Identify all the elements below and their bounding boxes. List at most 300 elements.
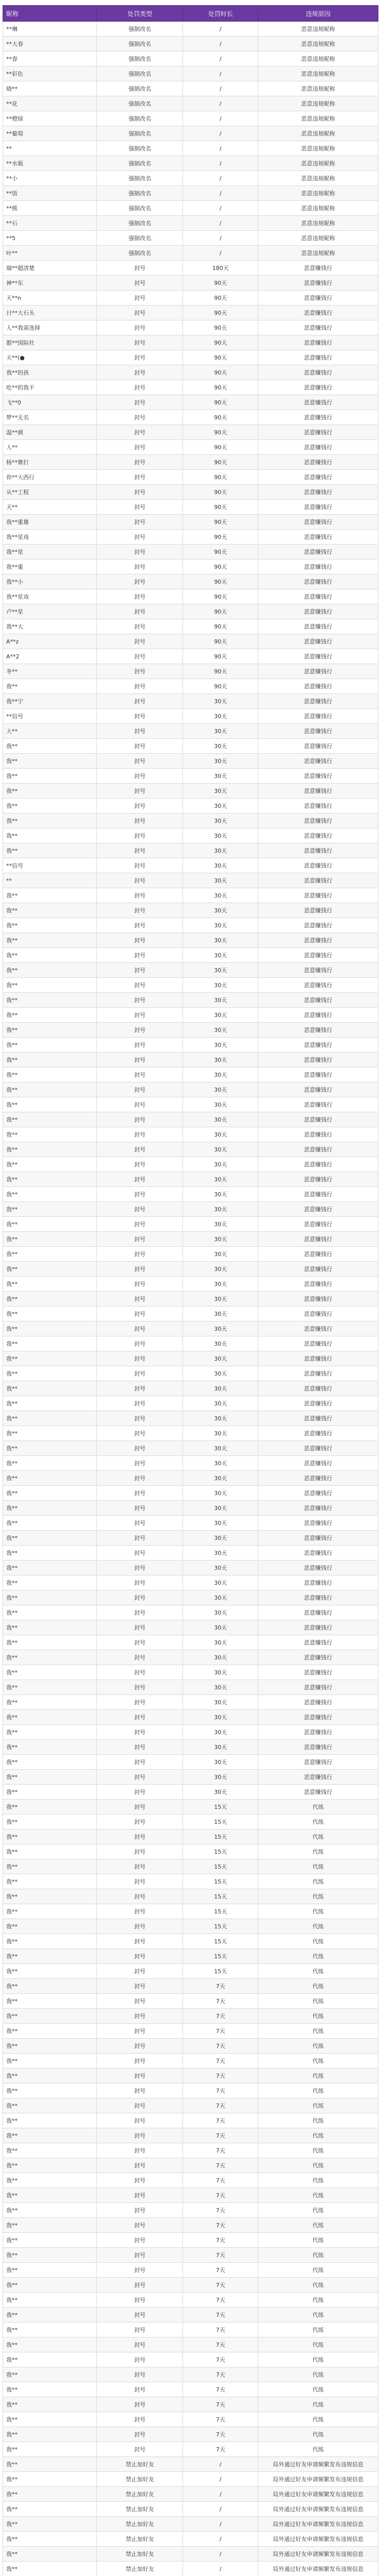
cell-violation-reason: 恶意赚钱行 <box>258 1321 378 1336</box>
cell-punishment-duration: / <box>183 2502 258 2517</box>
cell-violation-reason: 恶意赚钱行 <box>258 679 378 694</box>
cell-nickname: 天**(● <box>3 350 97 365</box>
cell-punishment-duration: 30天 <box>183 1008 258 1023</box>
cell-violation-reason: 代练 <box>258 2069 378 2083</box>
table-row <box>3 828 378 843</box>
cell-nickname: 我** <box>3 1112 97 1127</box>
cell-punishment-duration: 30天 <box>183 1590 258 1605</box>
cell-violation-reason: 恶意赚钱行 <box>258 888 378 903</box>
cell-violation-reason: 恶意赚钱行 <box>258 1710 378 1725</box>
cell-violation-reason: 恶意赚钱行 <box>258 1590 378 1605</box>
cell-nickname: 我** <box>3 1411 97 1426</box>
table-row <box>3 1471 378 1486</box>
cell-punishment-duration: 30天 <box>183 978 258 993</box>
cell-nickname: 我** <box>3 1262 97 1277</box>
cell-punishment-duration: 30天 <box>183 1441 258 1456</box>
cell-punishment-type: 封号 <box>97 1112 183 1127</box>
table-row <box>3 2293 378 2308</box>
table-row <box>3 2069 378 2083</box>
cell-violation-reason: 局外通过好友申请频繁发布违规信息 <box>258 2562 378 2576</box>
cell-violation-reason: 恶意违规昵称 <box>258 66 378 81</box>
cell-punishment-duration: 90天 <box>183 634 258 649</box>
cell-punishment-type: 封号 <box>97 1426 183 1441</box>
cell-punishment-duration: 90天 <box>183 470 258 485</box>
cell-violation-reason: 恶意违规昵称 <box>258 22 378 37</box>
cell-punishment-duration: 7天 <box>183 2337 258 2352</box>
cell-violation-reason: 恶意赚钱行 <box>258 739 378 754</box>
cell-violation-reason: 恶意赚钱行 <box>258 1605 378 1620</box>
cell-punishment-duration: 7天 <box>183 1994 258 2009</box>
cell-punishment-duration: 90天 <box>183 649 258 664</box>
cell-nickname: 我** <box>3 1217 97 1232</box>
cell-nickname: 我** <box>3 1381 97 1396</box>
cell-nickname: 我** <box>3 1755 97 1770</box>
cell-punishment-type: 强制改名 <box>97 37 183 52</box>
cell-violation-reason: 恶意赚钱行 <box>258 320 378 335</box>
table-row <box>3 1546 378 1561</box>
cell-nickname: A**z <box>3 634 97 649</box>
cell-nickname: 我** <box>3 2562 97 2576</box>
table-row <box>3 1486 378 1501</box>
cell-violation-reason: 恶意赚钱行 <box>258 440 378 455</box>
cell-violation-reason: 代练 <box>258 2024 378 2039</box>
cell-violation-reason: 代练 <box>258 2293 378 2308</box>
table-row <box>3 1038 378 1053</box>
cell-punishment-duration: 7天 <box>183 2382 258 2397</box>
cell-punishment-duration: 30天 <box>183 1381 258 1396</box>
cell-punishment-duration: 30天 <box>183 1142 258 1157</box>
cell-punishment-type: 封号 <box>97 664 183 679</box>
cell-punishment-type: 封号 <box>97 2293 183 2308</box>
cell-punishment-duration: 7天 <box>183 2188 258 2203</box>
cell-punishment-duration: 7天 <box>183 2113 258 2128</box>
cell-punishment-duration: 90天 <box>183 395 258 410</box>
cell-punishment-duration: 90天 <box>183 440 258 455</box>
cell-punishment-duration: 30天 <box>183 1650 258 1665</box>
cell-punishment-type: 封号 <box>97 1680 183 1695</box>
cell-violation-reason: 代练 <box>258 2128 378 2143</box>
table-row <box>3 679 378 694</box>
cell-punishment-duration: 30天 <box>183 1127 258 1142</box>
cell-punishment-duration: 30天 <box>183 1067 258 1082</box>
cell-nickname: 我** <box>3 1979 97 1994</box>
table-row <box>3 440 378 455</box>
cell-punishment-type: 封号 <box>97 1874 183 1889</box>
table-row <box>3 111 378 126</box>
cell-violation-reason: 代练 <box>258 1994 378 2009</box>
cell-nickname: 我** <box>3 1366 97 1381</box>
cell-punishment-type: 封号 <box>97 2188 183 2203</box>
cell-punishment-duration: 7天 <box>183 2039 258 2054</box>
cell-punishment-type: 封号 <box>97 1800 183 1815</box>
cell-punishment-type: 封号 <box>97 440 183 455</box>
table-row <box>3 291 378 306</box>
cell-violation-reason: 恶意赚钱行 <box>258 1725 378 1740</box>
table-row <box>3 903 378 918</box>
cell-punishment-type: 封号 <box>97 2113 183 2128</box>
cell-punishment-duration: 90天 <box>183 306 258 320</box>
cell-violation-reason: 恶意赚钱行 <box>258 1008 378 1023</box>
cell-punishment-type: 封号 <box>97 963 183 978</box>
cell-punishment-type: 封号 <box>97 978 183 993</box>
cell-nickname: 我** <box>3 2547 97 2562</box>
cell-punishment-duration: 30天 <box>183 1665 258 1680</box>
cell-nickname: **琳 <box>3 22 97 37</box>
table-row <box>3 2562 378 2576</box>
cell-punishment-type: 强制改名 <box>97 81 183 96</box>
cell-punishment-duration: 7天 <box>183 2218 258 2233</box>
cell-punishment-duration: 7天 <box>183 2203 258 2218</box>
cell-nickname: 我** <box>3 1770 97 1785</box>
cell-violation-reason: 代练 <box>258 2323 378 2337</box>
table-row <box>3 1934 378 1949</box>
cell-punishment-duration: 30天 <box>183 903 258 918</box>
table-row <box>3 843 378 858</box>
cell-punishment-duration: 7天 <box>183 2158 258 2173</box>
cell-punishment-type: 封号 <box>97 1082 183 1097</box>
cell-punishment-duration: 180天 <box>183 261 258 276</box>
cell-nickname: 我** <box>3 784 97 799</box>
cell-violation-reason: 恶意赚钱行 <box>258 1770 378 1785</box>
table-row <box>3 261 378 276</box>
cell-punishment-duration: 90天 <box>183 291 258 306</box>
cell-punishment-type: 封号 <box>97 2323 183 2337</box>
cell-violation-reason: 恶意赚钱行 <box>258 1067 378 1082</box>
table-row <box>3 2308 378 2323</box>
cell-punishment-type: 封号 <box>97 1157 183 1172</box>
cell-nickname: 我** <box>3 2308 97 2323</box>
cell-punishment-duration: 90天 <box>183 664 258 679</box>
table-row <box>3 993 378 1008</box>
cell-punishment-duration: 7天 <box>183 2009 258 2024</box>
cell-punishment-type: 强制改名 <box>97 141 183 156</box>
cell-nickname: 我** <box>3 1590 97 1605</box>
cell-nickname: 我** <box>3 2173 97 2188</box>
cell-nickname: 我** <box>3 1097 97 1112</box>
cell-punishment-type: 封号 <box>97 1605 183 1620</box>
table-row <box>3 1635 378 1650</box>
cell-punishment-type: 封号 <box>97 2308 183 2323</box>
cell-nickname: 我** <box>3 963 97 978</box>
cell-nickname: 我** <box>3 1829 97 1844</box>
cell-nickname: **葡萄 <box>3 126 97 141</box>
cell-punishment-duration: 7天 <box>183 2442 258 2457</box>
cell-punishment-duration: 7天 <box>183 2024 258 2039</box>
cell-violation-reason: 恶意赚钱行 <box>258 1456 378 1471</box>
cell-violation-reason: 恶意赚钱行 <box>258 978 378 993</box>
table-row <box>3 500 378 515</box>
cell-punishment-type: 封号 <box>97 574 183 589</box>
cell-punishment-duration: 30天 <box>183 1247 258 1262</box>
table-row <box>3 81 378 96</box>
cell-nickname: 从**工程 <box>3 485 97 500</box>
cell-punishment-type: 封号 <box>97 2412 183 2427</box>
cell-nickname: 我** <box>3 1053 97 1067</box>
table-row <box>3 186 378 201</box>
cell-violation-reason: 恶意赚钱行 <box>258 1097 378 1112</box>
cell-nickname: 我** <box>3 1336 97 1351</box>
cell-nickname: 我**小 <box>3 574 97 589</box>
cell-punishment-type: 封号 <box>97 1516 183 1531</box>
cell-violation-reason: 恶意赚钱行 <box>258 365 378 380</box>
cell-punishment-type: 封号 <box>97 2143 183 2158</box>
cell-nickname: 我** <box>3 2009 97 2024</box>
cell-punishment-duration: 30天 <box>183 1695 258 1710</box>
cell-violation-reason: 恶意赚钱行 <box>258 455 378 470</box>
cell-punishment-type: 封号 <box>97 291 183 306</box>
cell-punishment-type: 封号 <box>97 2054 183 2069</box>
table-row <box>3 724 378 739</box>
cell-punishment-type: 封号 <box>97 1232 183 1247</box>
table-row <box>3 1307 378 1321</box>
table-row <box>3 1456 378 1471</box>
table-row <box>3 1501 378 1516</box>
cell-violation-reason: 恶意赚钱行 <box>258 1232 378 1247</box>
cell-violation-reason: 恶意违规昵称 <box>258 201 378 216</box>
cell-violation-reason: 恶意赚钱行 <box>258 1531 378 1546</box>
cell-punishment-duration: 90天 <box>183 500 258 515</box>
cell-violation-reason: 恶意赚钱行 <box>258 515 378 530</box>
cell-punishment-duration: / <box>183 2547 258 2562</box>
cell-punishment-duration: / <box>183 22 258 37</box>
cell-punishment-duration: 30天 <box>183 948 258 963</box>
cell-nickname: 我** <box>3 2069 97 2083</box>
cell-violation-reason: 恶意赚钱行 <box>258 1785 378 1800</box>
cell-nickname: 我** <box>3 1949 97 1964</box>
table-row <box>3 1157 378 1172</box>
cell-violation-reason: 恶意赚钱行 <box>258 604 378 619</box>
cell-nickname: 我** <box>3 2263 97 2278</box>
table-row <box>3 156 378 171</box>
table-row <box>3 22 378 37</box>
cell-nickname: 人** <box>3 440 97 455</box>
table-row <box>3 1919 378 1934</box>
cell-punishment-duration: 15天 <box>183 1889 258 1904</box>
table-row <box>3 948 378 963</box>
cell-punishment-type: 封号 <box>97 799 183 814</box>
cell-nickname: 瑞**超清楚 <box>3 261 97 276</box>
cell-violation-reason: 恶意赚钱行 <box>258 1426 378 1441</box>
cell-punishment-duration: 30天 <box>183 1561 258 1575</box>
cell-violation-reason: 恶意赚钱行 <box>258 1351 378 1366</box>
cell-punishment-duration: 30天 <box>183 1785 258 1800</box>
table-row <box>3 1740 378 1755</box>
cell-violation-reason: 恶意赚钱行 <box>258 1501 378 1516</box>
cell-punishment-duration: 30天 <box>183 1202 258 1217</box>
cell-punishment-duration: 30天 <box>183 1516 258 1531</box>
table-row <box>3 246 378 261</box>
cell-punishment-duration: 30天 <box>183 1112 258 1127</box>
table-row <box>3 1277 378 1292</box>
cell-violation-reason: 代练 <box>258 2098 378 2113</box>
cell-violation-reason: 恶意赚钱行 <box>258 276 378 291</box>
cell-punishment-type: 封号 <box>97 1994 183 2009</box>
cell-violation-reason: 代练 <box>258 2218 378 2233</box>
cell-punishment-type: 封号 <box>97 1770 183 1785</box>
table-row <box>3 1620 378 1635</box>
cell-nickname: 温**颜 <box>3 425 97 440</box>
cell-violation-reason: 恶意赚钱行 <box>258 828 378 843</box>
cell-nickname: 我** <box>3 2517 97 2532</box>
cell-violation-reason: 代练 <box>258 1889 378 1904</box>
table-row <box>3 2457 378 2472</box>
cell-nickname: 日**大石头 <box>3 306 97 320</box>
cell-punishment-duration: / <box>183 2472 258 2487</box>
cell-punishment-type: 封号 <box>97 1067 183 1082</box>
cell-nickname: 我** <box>3 2248 97 2263</box>
cell-nickname: 我**星 <box>3 545 97 560</box>
cell-punishment-duration: / <box>183 111 258 126</box>
cell-punishment-duration: 15天 <box>183 1949 258 1964</box>
cell-punishment-type: 禁止加好友 <box>97 2547 183 2562</box>
cell-punishment-duration: 30天 <box>183 1396 258 1411</box>
header-punishment-duration: 处罚时长 <box>183 6 258 22</box>
cell-nickname: 我** <box>3 1187 97 1202</box>
cell-punishment-type: 封号 <box>97 1396 183 1411</box>
cell-punishment-type: 强制改名 <box>97 156 183 171</box>
cell-violation-reason: 恶意赚钱行 <box>258 560 378 574</box>
cell-violation-reason: 恶意赚钱行 <box>258 1023 378 1038</box>
cell-punishment-type: 封号 <box>97 350 183 365</box>
cell-violation-reason: 代练 <box>258 2158 378 2173</box>
cell-punishment-type: 封号 <box>97 843 183 858</box>
cell-punishment-duration: 30天 <box>183 1336 258 1351</box>
cell-punishment-type: 封号 <box>97 2337 183 2352</box>
cell-violation-reason: 恶意赚钱行 <box>258 261 378 276</box>
cell-punishment-duration: / <box>183 37 258 52</box>
cell-punishment-duration: / <box>183 216 258 231</box>
cell-violation-reason: 恶意赚钱行 <box>258 694 378 709</box>
cell-violation-reason: 恶意赚钱行 <box>258 545 378 560</box>
table-row <box>3 799 378 814</box>
cell-punishment-type: 禁止加好友 <box>97 2517 183 2532</box>
cell-punishment-type: 封号 <box>97 1531 183 1546</box>
cell-nickname: 飞**0 <box>3 395 97 410</box>
cell-punishment-type: 封号 <box>97 1053 183 1067</box>
cell-violation-reason: 局外通过好友申请频繁发布违规信息 <box>258 2502 378 2517</box>
cell-nickname: 我** <box>3 1710 97 1725</box>
cell-punishment-type: 封号 <box>97 709 183 724</box>
cell-punishment-duration: 7天 <box>183 2263 258 2278</box>
table-row <box>3 560 378 574</box>
cell-violation-reason: 恶意违规昵称 <box>258 37 378 52</box>
cell-punishment-type: 封号 <box>97 306 183 320</box>
cell-punishment-type: 禁止加好友 <box>97 2562 183 2576</box>
cell-nickname: 卢**星 <box>3 604 97 619</box>
cell-nickname: 我** <box>3 1292 97 1307</box>
table-row <box>3 1441 378 1456</box>
cell-punishment-type: 封号 <box>97 1755 183 1770</box>
cell-punishment-duration: / <box>183 231 258 246</box>
cell-nickname: 天**n <box>3 291 97 306</box>
cell-punishment-type: 封号 <box>97 828 183 843</box>
table-row <box>3 2547 378 2562</box>
cell-punishment-type: 封号 <box>97 2427 183 2442</box>
cell-violation-reason: 恶意赚钱行 <box>258 500 378 515</box>
cell-nickname: 我** <box>3 1874 97 1889</box>
cell-nickname: 我** <box>3 2113 97 2128</box>
cell-punishment-duration: 30天 <box>183 858 258 873</box>
cell-punishment-type: 封号 <box>97 1008 183 1023</box>
cell-nickname: 我** <box>3 2352 97 2367</box>
cell-violation-reason: 代练 <box>258 1904 378 1919</box>
cell-punishment-duration: 90天 <box>183 455 258 470</box>
cell-punishment-duration: 30天 <box>183 843 258 858</box>
cell-nickname: 我**重 <box>3 560 97 574</box>
cell-punishment-duration: 30天 <box>183 694 258 709</box>
cell-punishment-duration: 15天 <box>183 1859 258 1874</box>
cell-violation-reason: 恶意赚钱行 <box>258 799 378 814</box>
table-row <box>3 1366 378 1381</box>
cell-punishment-type: 封号 <box>97 1501 183 1516</box>
cell-nickname: 我** <box>3 1277 97 1292</box>
cell-violation-reason: 恶意赚钱行 <box>258 1247 378 1262</box>
cell-punishment-duration: 90天 <box>183 679 258 694</box>
table-row <box>3 1904 378 1919</box>
table-row <box>3 1053 378 1067</box>
cell-nickname: 冬** <box>3 664 97 679</box>
cell-punishment-type: 封号 <box>97 2098 183 2113</box>
cell-punishment-duration: 7天 <box>183 2083 258 2098</box>
cell-punishment-duration: / <box>183 2457 258 2472</box>
table-row <box>3 1127 378 1142</box>
cell-violation-reason: 恶意违规昵称 <box>258 186 378 201</box>
cell-violation-reason: 代练 <box>258 2083 378 2098</box>
cell-punishment-type: 封号 <box>97 739 183 754</box>
cell-violation-reason: 恶意赚钱行 <box>258 1471 378 1486</box>
cell-punishment-type: 禁止加好友 <box>97 2532 183 2547</box>
cell-nickname: 我** <box>3 1725 97 1740</box>
table-row <box>3 1859 378 1874</box>
cell-punishment-duration: 90天 <box>183 530 258 545</box>
cell-violation-reason: 恶意赚钱行 <box>258 1038 378 1053</box>
table-row <box>3 1381 378 1396</box>
cell-nickname: 我** <box>3 1680 97 1695</box>
table-row <box>3 1994 378 2009</box>
cell-punishment-duration: 30天 <box>183 1501 258 1516</box>
cell-nickname: 我** <box>3 1605 97 1620</box>
cell-punishment-type: 封号 <box>97 2203 183 2218</box>
cell-violation-reason: 恶意赚钱行 <box>258 1336 378 1351</box>
cell-punishment-duration: 30天 <box>183 1725 258 1740</box>
cell-punishment-type: 封号 <box>97 2248 183 2263</box>
cell-violation-reason: 恶意违规昵称 <box>258 96 378 111</box>
cell-nickname: 我** <box>3 903 97 918</box>
cell-nickname: 我** <box>3 843 97 858</box>
table-row <box>3 1889 378 1904</box>
cell-punishment-duration: 30天 <box>183 993 258 1008</box>
cell-violation-reason: 恶意赚钱行 <box>258 634 378 649</box>
table-row <box>3 2323 378 2337</box>
table-row <box>3 141 378 156</box>
cell-punishment-type: 封号 <box>97 724 183 739</box>
cell-punishment-duration: 30天 <box>183 1635 258 1650</box>
cell-punishment-duration: 30天 <box>183 1740 258 1755</box>
cell-violation-reason: 恶意赚钱行 <box>258 395 378 410</box>
cell-nickname: 我** <box>3 1561 97 1575</box>
cell-violation-reason: 恶意赚钱行 <box>258 1680 378 1695</box>
cell-nickname: 我** <box>3 1859 97 1874</box>
cell-punishment-duration: / <box>183 201 258 216</box>
cell-punishment-type: 封号 <box>97 2069 183 2083</box>
cell-punishment-duration: 30天 <box>183 799 258 814</box>
cell-violation-reason: 代练 <box>258 1815 378 1829</box>
cell-punishment-type: 封号 <box>97 1307 183 1321</box>
cell-nickname: 我** <box>3 1665 97 1680</box>
cell-punishment-type: 封号 <box>97 455 183 470</box>
cell-punishment-type: 封号 <box>97 1665 183 1680</box>
cell-punishment-duration: 15天 <box>183 1815 258 1829</box>
